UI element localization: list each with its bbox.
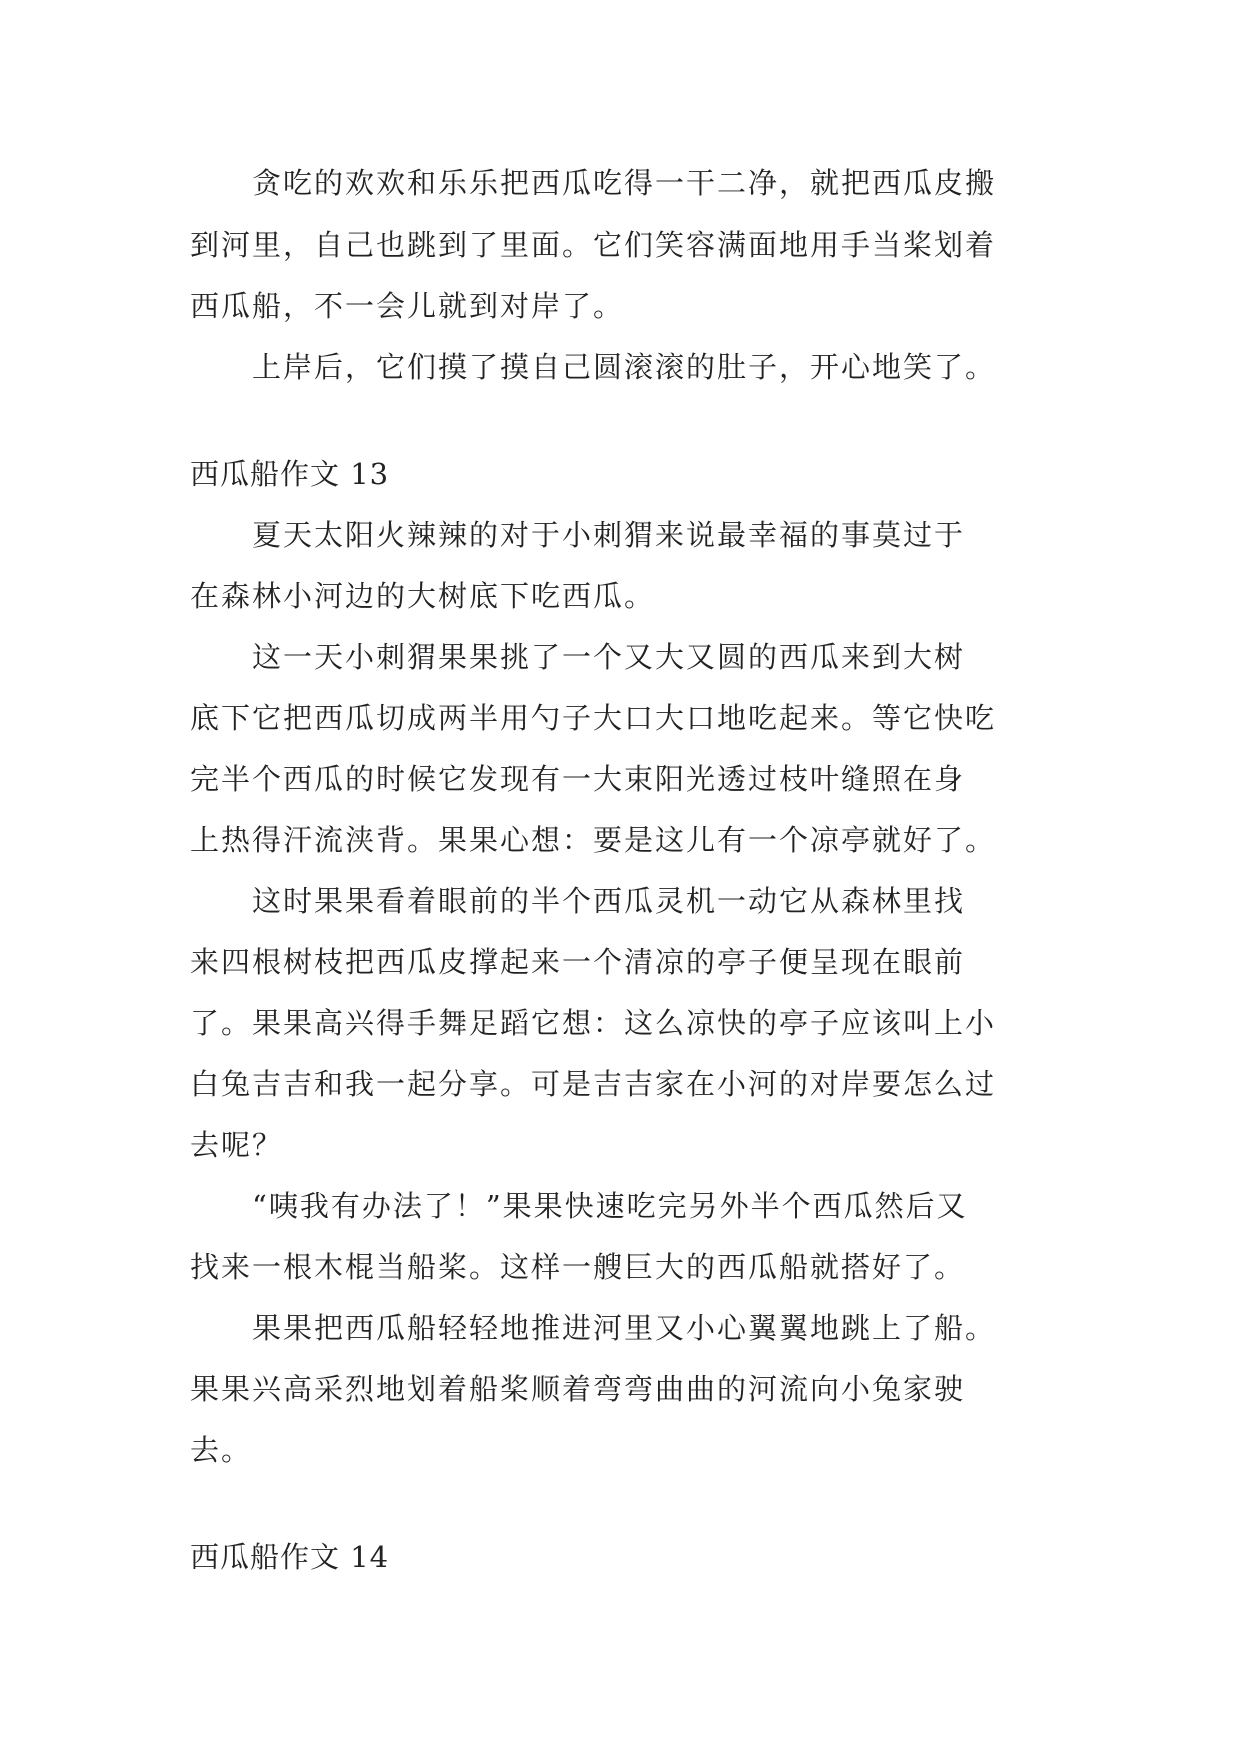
paragraph-line: 这一天小刺猬果果挑了一个又大又圆的西瓜来到大树 — [252, 640, 966, 674]
paragraph-line: 去。 — [190, 1433, 253, 1467]
paragraph-line: 贪吃的欢欢和乐乐把西瓜吃得一干二净，就把西瓜皮搬 — [252, 166, 997, 200]
paragraph-line: 西瓜船，不一会儿就到对岸了。 — [190, 289, 625, 323]
paragraph-line: 去呢？ — [190, 1128, 284, 1162]
section-title: 西瓜船作文 13 — [190, 457, 390, 491]
paragraph-line: 果果把西瓜船轻轻地推进河里又小心翼翼地跳上了船。 — [252, 1311, 997, 1345]
paragraph-line: 这时果果看着眼前的半个西瓜灵机一动它从森林里找 — [252, 884, 966, 918]
paragraph-line: 来四根树枝把西瓜皮撑起来一个清凉的亭子便呈现在眼前 — [190, 945, 966, 979]
section-title: 西瓜船作文 14 — [190, 1540, 390, 1574]
paragraph-line: 在森林小河边的大树底下吃西瓜。 — [190, 579, 656, 613]
paragraph-line: 完半个西瓜的时候它发现有一大束阳光透过枝叶缝照在身 — [190, 762, 966, 796]
paragraph-line: 果果兴高采烈地划着船桨顺着弯弯曲曲的河流向小兔家驶 — [190, 1372, 966, 1406]
paragraph-line: 白兔吉吉和我一起分享。可是吉吉家在小河的对岸要怎么过 — [190, 1067, 997, 1101]
paragraph-line: 到河里，自己也跳到了里面。它们笑容满面地用手当桨划着 — [190, 228, 997, 262]
paragraph-line: “咦我有办法了！”果果快速吃完另外半个西瓜然后又 — [252, 1189, 968, 1223]
paragraph-line: 上热得汗流浃背。果果心想：要是这儿有一个凉亭就好了。 — [190, 823, 997, 857]
paragraph-line: 上岸后，它们摸了摸自己圆滚滚的肚子，开心地笑了。 — [252, 350, 997, 384]
paragraph-line: 找来一根木棍当船桨。这样一艘巨大的西瓜船就搭好了。 — [190, 1250, 966, 1284]
paragraph-line: 夏天太阳火辣辣的对于小刺猬来说最幸福的事莫过于 — [252, 518, 966, 552]
paragraph-line: 了。果果高兴得手舞足蹈它想：这么凉快的亭子应该叫上小 — [190, 1006, 997, 1040]
paragraph-line: 底下它把西瓜切成两半用勺子大口大口地吃起来。等它快吃 — [190, 701, 997, 735]
